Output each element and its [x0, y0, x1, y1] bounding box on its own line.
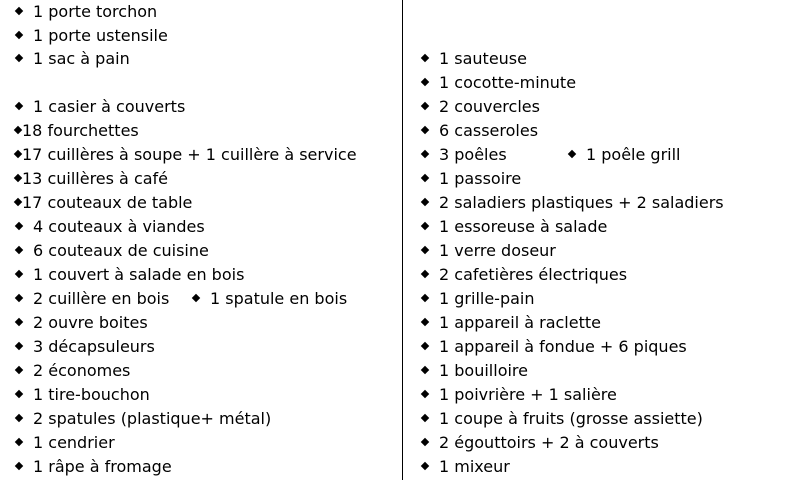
list-item	[0, 311, 148, 335]
bullet-icon	[421, 414, 429, 422]
bullet-icon	[15, 31, 23, 39]
item-label: 2 cuillère en bois	[33, 289, 170, 308]
bullet-icon	[421, 318, 429, 326]
bullet-icon	[15, 414, 23, 422]
list-item	[0, 407, 271, 431]
bullet-icon	[15, 54, 23, 62]
item-label: 6 couteaux de cuisine	[33, 241, 209, 260]
list-item	[422, 119, 538, 143]
item-label: 2 ouvre boites	[33, 313, 148, 332]
item-label: 1 cendrier	[33, 433, 115, 452]
bullet-icon	[15, 318, 23, 326]
item-label: 1 casier à couverts	[33, 97, 186, 116]
item-label: 2 cafetières électriques	[439, 265, 628, 284]
item-label: 2 économes	[33, 361, 131, 380]
bullet-icon	[421, 270, 429, 278]
bullet-icon	[14, 126, 22, 134]
list-item	[0, 47, 130, 71]
item-label: 1 appareil à raclette	[439, 313, 601, 332]
list-item	[0, 167, 168, 191]
list-item	[422, 239, 556, 263]
bullet-icon	[15, 342, 23, 350]
item-label: 1 sauteuse	[439, 49, 527, 68]
bullet-icon	[421, 246, 429, 254]
item-label: 1 passoire	[439, 169, 522, 188]
bullet-icon	[421, 102, 429, 110]
item-label: 3 poêles	[439, 145, 507, 164]
list-item	[0, 335, 155, 359]
item-label: 2 couvercles	[439, 97, 540, 116]
bullet-icon	[15, 366, 23, 374]
bullet-icon	[421, 462, 429, 470]
list-item	[0, 143, 357, 167]
bullet-icon	[421, 174, 429, 182]
item-label: 2 spatules (plastique+ métal)	[33, 409, 272, 428]
list-item	[422, 71, 576, 95]
list-item	[422, 287, 535, 311]
list-item	[422, 407, 703, 431]
list-item	[422, 191, 724, 215]
item-label: 1 mixeur	[439, 457, 510, 476]
list-item	[422, 167, 521, 191]
list-item	[422, 431, 659, 455]
bullet-icon	[15, 7, 23, 15]
list-item	[0, 239, 209, 263]
list-item	[422, 143, 798, 167]
item-label: 1 cocotte-minute	[439, 73, 577, 92]
item-label: 1 grille-pain	[439, 289, 535, 308]
item-label: 1 porte ustensile	[33, 26, 168, 45]
item-label: 2 saladiers plastiques + 2 saladiers	[439, 193, 724, 212]
bullet-icon	[421, 222, 429, 230]
item-label: 13 cuillères à café	[22, 169, 169, 188]
list-item	[422, 311, 601, 335]
item-label: 17 cuillères à soupe + 1 cuillère à service	[22, 145, 357, 164]
bullet-icon	[421, 126, 429, 134]
bullet-icon	[15, 270, 23, 278]
list-item	[0, 359, 130, 383]
list-item-secondary	[569, 143, 681, 167]
bullet-icon	[421, 78, 429, 86]
bullet-icon	[421, 150, 429, 158]
list-item	[422, 359, 528, 383]
bullet-icon	[15, 462, 23, 470]
item-label: 1 couvert à salade en bois	[33, 265, 245, 284]
list-item	[422, 455, 510, 479]
list-item	[422, 335, 687, 359]
item-label: 4 couteaux à viandes	[33, 217, 205, 236]
list-item	[422, 95, 540, 119]
bullet-icon	[421, 294, 429, 302]
list-item	[0, 191, 192, 215]
bullet-icon	[14, 198, 22, 206]
item-label: 1 coupe à fruits (grosse assiette)	[439, 409, 703, 428]
bullet-icon	[421, 438, 429, 446]
bullet-icon	[15, 390, 23, 398]
bullet-icon	[192, 294, 200, 302]
item-label: 1 poêle grill	[586, 145, 681, 164]
list-item	[422, 383, 617, 407]
item-label: 1 porte torchon	[33, 2, 158, 21]
item-label: 1 tire-bouchon	[33, 385, 150, 404]
bullet-icon	[421, 342, 429, 350]
item-label: 1 poivrière + 1 salière	[439, 385, 617, 404]
bullet-icon	[15, 222, 23, 230]
item-label: 1 bouilloire	[439, 361, 528, 380]
bullet-icon	[421, 366, 429, 374]
item-label: 1 râpe à fromage	[33, 457, 172, 476]
item-label: 2 égouttoirs + 2 à couverts	[439, 433, 659, 452]
list-item	[0, 0, 157, 24]
bullet-icon	[14, 174, 22, 182]
item-label: 6 casseroles	[439, 121, 539, 140]
item-label: 1 sac à pain	[33, 49, 130, 68]
list-item	[0, 287, 400, 311]
list-item	[0, 215, 205, 239]
bullet-icon	[15, 246, 23, 254]
bullet-icon	[568, 150, 576, 158]
list-item	[0, 431, 115, 455]
item-label: 17 couteaux de table	[22, 193, 193, 212]
list-item	[422, 47, 527, 71]
list-item	[422, 215, 607, 239]
list-item	[0, 263, 244, 287]
list-item	[0, 24, 168, 48]
bullet-icon	[15, 438, 23, 446]
bullet-icon	[15, 102, 23, 110]
list-item	[0, 383, 150, 407]
list-item	[422, 263, 627, 287]
item-label: 1 essoreuse à salade	[439, 217, 608, 236]
list-item-secondary	[193, 287, 347, 311]
bullet-icon	[421, 54, 429, 62]
bullet-icon	[421, 390, 429, 398]
bullet-icon	[15, 294, 23, 302]
item-label: 1 appareil à fondue + 6 piques	[439, 337, 687, 356]
bullet-icon	[14, 150, 22, 158]
item-label: 1 spatule en bois	[210, 289, 348, 308]
list-item	[0, 95, 185, 119]
item-label: 1 verre doseur	[439, 241, 556, 260]
bullet-icon	[421, 198, 429, 206]
item-label: 3 décapsuleurs	[33, 337, 155, 356]
list-item	[0, 455, 172, 479]
list-item	[0, 119, 139, 143]
column-divider	[402, 0, 403, 480]
item-label: 18 fourchettes	[22, 121, 139, 140]
